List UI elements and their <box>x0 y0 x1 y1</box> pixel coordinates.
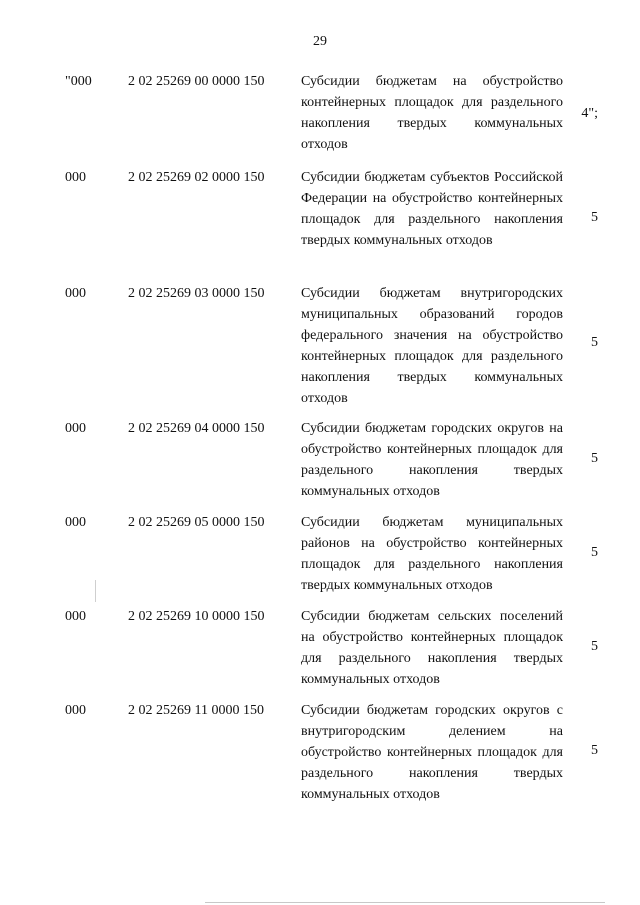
income-description: Субсидии бюджетам на обустройство контейнерных площадок для раздельного накопления твердых коммунальных отходов <box>301 74 563 152</box>
allocation-norm: 5 <box>591 335 598 350</box>
scan-artifact <box>95 580 96 602</box>
income-description: Субсидии бюджетам городских округов на обустройство контейнерных площадок для раздельного накопления твердых коммунальных отходов <box>301 421 563 499</box>
admin-code: 000 <box>65 170 86 185</box>
budget-classification-code: 2 02 25269 11 0000 150 <box>128 703 264 718</box>
income-description: Субсидии бюджетам муниципальных районов на обустройство контейнерных площадок для раздельного накопления твердых коммунальных отходов <box>301 515 563 593</box>
income-description: Субсидии бюджетам субъектов Российской Федерации на обустройство контейнерных площадок для раздельного накопления твердых коммунальных отходов <box>301 170 563 248</box>
allocation-norm: 5 <box>591 639 598 654</box>
budget-classification-code: 2 02 25269 02 0000 150 <box>128 170 265 185</box>
budget-classification-code: 2 02 25269 04 0000 150 <box>128 421 265 436</box>
allocation-norm: 5 <box>591 210 598 225</box>
income-description: Субсидии бюджетам внутригородских муниципальных образований городов федерального значения на обустройство контейнерных площадок для раздельного накопления твердых коммунальных отходов <box>301 286 563 406</box>
allocation-norm: 5 <box>591 545 598 560</box>
allocation-norm: 5 <box>591 743 598 758</box>
income-description: Субсидии бюджетам сельских поселений на обустройство контейнерных площадок для раздельного накопления твердых коммунальных отходов <box>301 609 563 687</box>
budget-classification-code: 2 02 25269 10 0000 150 <box>128 609 265 624</box>
income-description: Субсидии бюджетам городских округов с внутригородским делением на обустройство контейнерных площадок для раздельного накопления твердых коммунальных отходов <box>301 703 563 802</box>
allocation-norm: 4"; <box>581 106 598 121</box>
scan-edge-line <box>205 902 605 903</box>
admin-code: 000 <box>65 609 86 624</box>
budget-classification-code: 2 02 25269 00 0000 150 <box>128 74 265 89</box>
admin-code: 000 <box>65 703 86 718</box>
budget-classification-code: 2 02 25269 03 0000 150 <box>128 286 265 301</box>
page-number: 29 <box>313 34 327 49</box>
admin-code: 000 <box>65 286 86 301</box>
admin-code: 000 <box>65 421 86 436</box>
admin-code: "000 <box>65 74 92 89</box>
allocation-norm: 5 <box>591 451 598 466</box>
admin-code: 000 <box>65 515 86 530</box>
budget-classification-code: 2 02 25269 05 0000 150 <box>128 515 265 530</box>
